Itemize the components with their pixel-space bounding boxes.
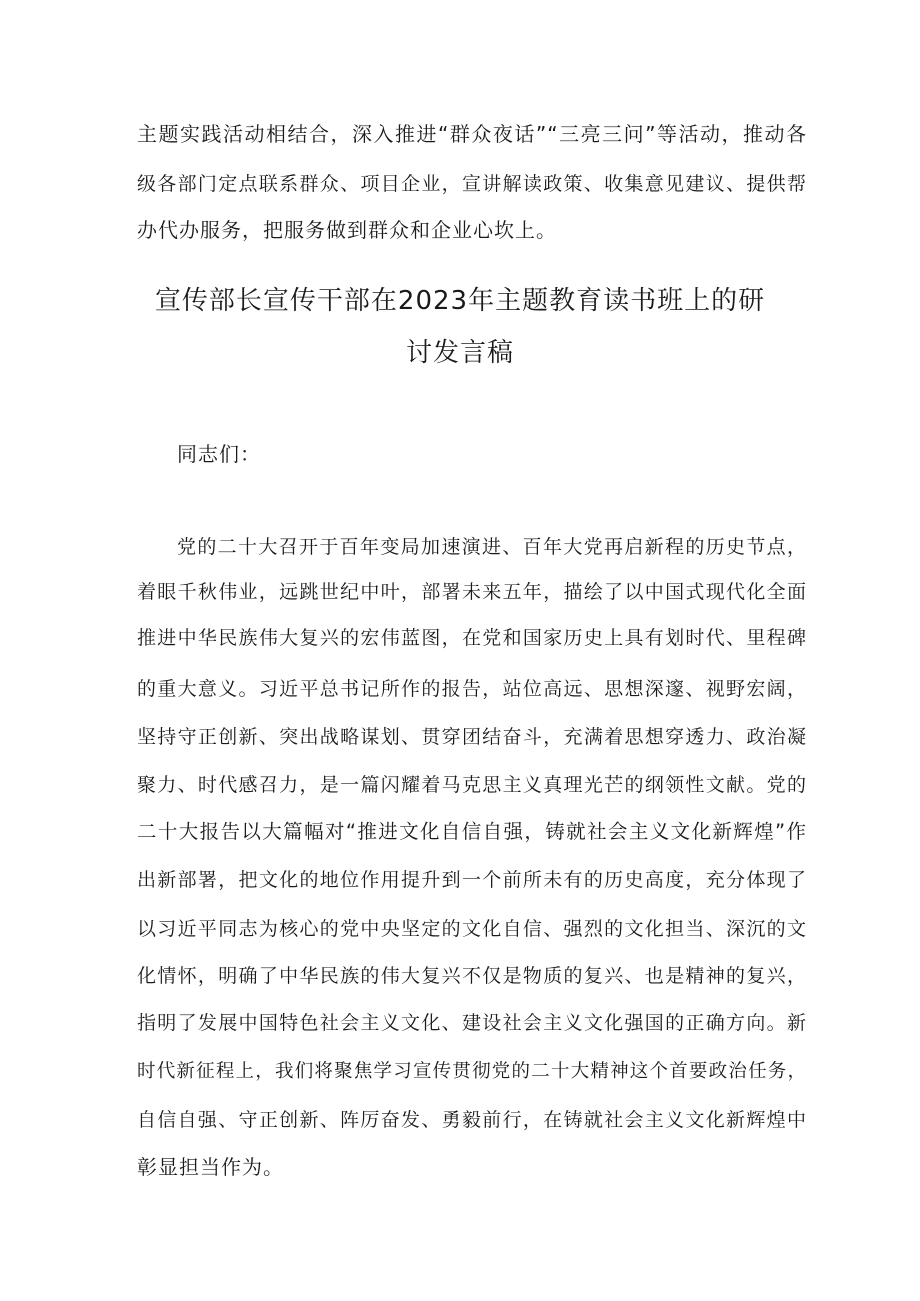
body-line-6: 聚力、时代感召力，是一篇闪耀着马克思主义真理光芒的纲领性文献。党的 (137, 774, 807, 796)
intro-line-3: 办代办服务，把服务做到群众和企业心坎上。 (137, 218, 557, 242)
body-line-8: 出新部署，把文化的地位作用提升到一个前所未有的历史高度，充分体现了 (137, 869, 807, 891)
document-title-line-2: 讨发言稿 (405, 338, 514, 368)
body-line-13: 自信自强、守正创新、阵厉奋发、勇毅前行，在铸就社会主义文化新辉煌中 (137, 1109, 807, 1131)
intro-line-2: 级各部门定点联系群众、项目企业，宣讲解读政策、收集意见建议、提供帮 (137, 173, 807, 195)
intro-line-1: 主题实践活动相结合，深入推进“群众夜话”“三亮三问”等活动，推动各 (137, 122, 807, 146)
body-line-1: 党的二十大召开于百年变局加速演进、百年大党再启新程的历史节点， (177, 536, 807, 558)
body-line-14: 彰显担当作为。 (137, 1155, 284, 1179)
document-title-line-1: 宣传部长宣传干部在2023年主题教育读书班上的研 (154, 286, 766, 316)
body-line-7: 二十大报告以大篇幅对“推进文化自信自强，铸就社会主义文化新辉煌”作 (137, 820, 807, 843)
body-line-3: 推进中华民族伟大复兴的宏伟蓝图，在党和国家历史上具有划时代、里程碑 (137, 627, 807, 649)
body-line-11: 指明了发展中国特色社会主义文化、建设社会主义文化强国的正确方向。新 (137, 1012, 807, 1034)
body-line-12: 时代新征程上，我们将聚焦学习宣传贯彻党的二十大精神这个首要政治任务， (137, 1061, 807, 1082)
body-line-10: 化情怀，明确了中华民族的伟大复兴不仅是物质的复兴、也是精神的复兴， (137, 965, 807, 987)
body-line-4: 的重大意义。习近平总书记所作的报告，站位高远、思想深邃、视野宏阔， (137, 678, 807, 700)
body-line-2: 着眼千秋伟业，远跳世纪中叶，部署未来五年，描绘了以中国式现代化全面 (137, 581, 807, 603)
salutation: 同志们： (177, 442, 261, 466)
body-line-5: 坚持守正创新、突出战略谋划、贯穿团结奋斗，充满着思想穿透力、政治凝 (137, 726, 807, 748)
body-line-9: 以习近平同志为核心的党中央坚定的文化自信、强烈的文化担当、深沉的文 (137, 918, 807, 940)
